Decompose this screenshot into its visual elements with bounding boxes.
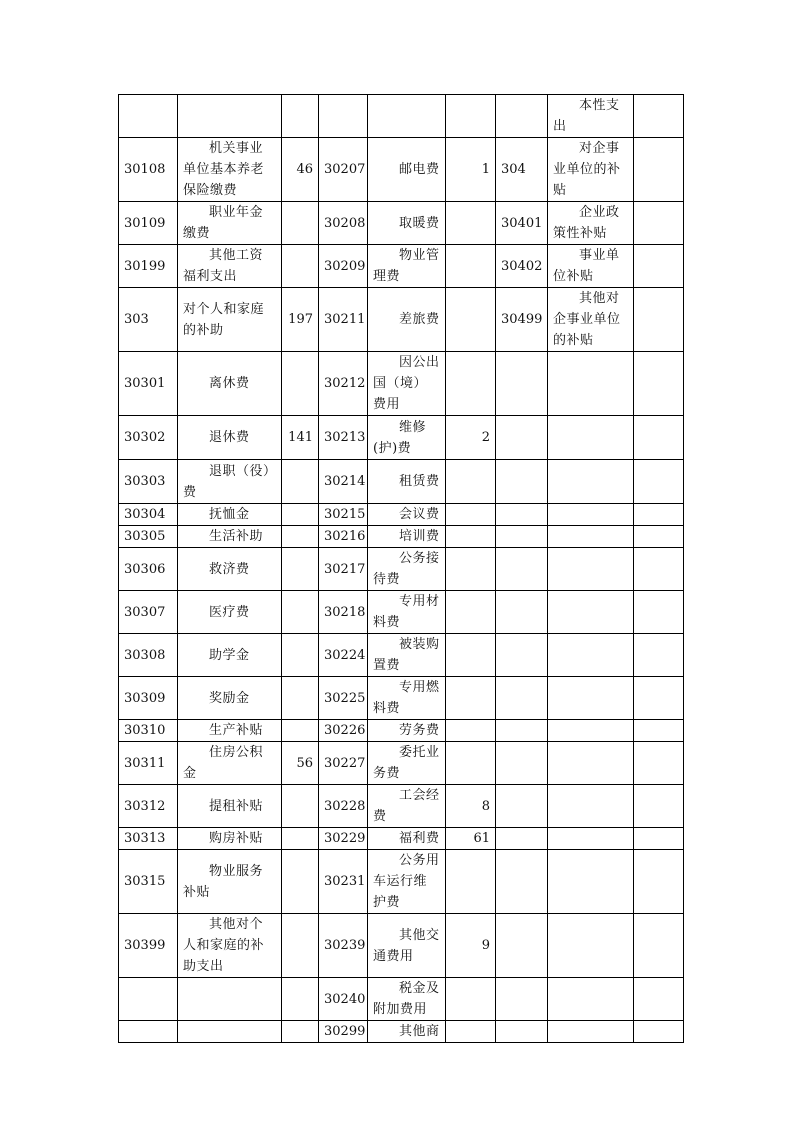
cell-amount-b: 9	[446, 914, 496, 978]
cell-amount-c	[634, 504, 684, 526]
table-row	[119, 850, 684, 914]
table-row	[119, 95, 684, 138]
table-row	[119, 785, 684, 828]
cell-amount-c	[634, 352, 684, 416]
cell-amount-c	[634, 95, 684, 138]
cell-amount-c	[634, 978, 684, 1021]
cell-name-a: 对个人和家庭的补助	[178, 288, 282, 352]
cell-amount-c	[634, 416, 684, 460]
table-row	[119, 352, 684, 416]
cell-name-c	[548, 504, 634, 526]
cell-amount-a	[282, 677, 319, 720]
cell-code-c: 30499	[496, 288, 548, 352]
table-row	[119, 245, 684, 288]
cell-name-a: 机关事业单位基本养老保险缴费	[178, 138, 282, 202]
cell-code-b: 30225	[319, 677, 368, 720]
cell-name-c	[548, 978, 634, 1021]
cell-code-b: 30208	[319, 202, 368, 245]
cell-code-b: 30231	[319, 850, 368, 914]
cell-code-b: 30209	[319, 245, 368, 288]
cell-name-a	[178, 1021, 282, 1043]
cell-name-c: 企业政策性补贴	[548, 202, 634, 245]
cell-name-a	[178, 978, 282, 1021]
cell-code-a: 30310	[119, 720, 178, 742]
cell-code-a: 30308	[119, 634, 178, 677]
cell-amount-a	[282, 634, 319, 677]
cell-amount-a: 141	[282, 416, 319, 460]
cell-amount-b	[446, 1021, 496, 1043]
cell-name-a: 生活补助	[178, 526, 282, 548]
cell-amount-b	[446, 850, 496, 914]
cell-amount-a: 197	[282, 288, 319, 352]
cell-amount-c	[634, 677, 684, 720]
cell-amount-b	[446, 634, 496, 677]
cell-code-a: 30304	[119, 504, 178, 526]
cell-amount-c	[634, 288, 684, 352]
cell-name-b: 委托业务费	[368, 742, 446, 785]
cell-amount-b	[446, 978, 496, 1021]
cell-name-b: 培训费	[368, 526, 446, 548]
cell-code-b: 30213	[319, 416, 368, 460]
cell-name-c: 其他对企事业单位的补贴	[548, 288, 634, 352]
cell-code-a: 30307	[119, 591, 178, 634]
cell-name-c	[548, 416, 634, 460]
cell-amount-b	[446, 95, 496, 138]
cell-name-a: 住房公积金	[178, 742, 282, 785]
cell-amount-c	[634, 1021, 684, 1043]
table-row	[119, 202, 684, 245]
cell-amount-a: 46	[282, 138, 319, 202]
cell-amount-c	[634, 460, 684, 504]
cell-name-b: 会议费	[368, 504, 446, 526]
cell-amount-c	[634, 548, 684, 591]
cell-name-a: 离休费	[178, 352, 282, 416]
cell-name-b: 其他商	[368, 1021, 446, 1043]
cell-name-a: 其他工资福利支出	[178, 245, 282, 288]
cell-name-c	[548, 548, 634, 591]
cell-amount-c	[634, 634, 684, 677]
cell-amount-c	[634, 526, 684, 548]
cell-code-c	[496, 460, 548, 504]
cell-amount-c	[634, 850, 684, 914]
cell-amount-a	[282, 828, 319, 850]
cell-code-b: 30299	[319, 1021, 368, 1043]
table-row	[119, 978, 684, 1021]
cell-name-a: 退职（役）费	[178, 460, 282, 504]
cell-code-b: 30215	[319, 504, 368, 526]
cell-code-a: 303	[119, 288, 178, 352]
cell-name-c	[548, 914, 634, 978]
cell-name-a: 退休费	[178, 416, 282, 460]
cell-code-c	[496, 742, 548, 785]
cell-code-c	[496, 978, 548, 1021]
cell-code-b: 30226	[319, 720, 368, 742]
cell-name-b: 其他交通费用	[368, 914, 446, 978]
table-row	[119, 416, 684, 460]
cell-code-b: 30240	[319, 978, 368, 1021]
cell-code-b: 30216	[319, 526, 368, 548]
table-row	[119, 634, 684, 677]
cell-name-b: 维修(护)费	[368, 416, 446, 460]
cell-name-a: 救济费	[178, 548, 282, 591]
cell-code-a: 30305	[119, 526, 178, 548]
cell-amount-b	[446, 677, 496, 720]
cell-name-c: 本性支出	[548, 95, 634, 138]
cell-code-c	[496, 785, 548, 828]
cell-name-a: 生产补贴	[178, 720, 282, 742]
table-row	[119, 526, 684, 548]
cell-amount-c	[634, 202, 684, 245]
cell-amount-a: 56	[282, 742, 319, 785]
cell-amount-c	[634, 245, 684, 288]
cell-code-c	[496, 914, 548, 978]
cell-name-b: 福利费	[368, 828, 446, 850]
cell-code-a: 30109	[119, 202, 178, 245]
table-row	[119, 591, 684, 634]
cell-amount-c	[634, 720, 684, 742]
cell-amount-a	[282, 460, 319, 504]
cell-amount-a	[282, 850, 319, 914]
cell-amount-a	[282, 591, 319, 634]
cell-amount-a	[282, 720, 319, 742]
cell-code-a: 30309	[119, 677, 178, 720]
cell-amount-a	[282, 914, 319, 978]
cell-code-c	[496, 95, 548, 138]
cell-code-a: 30303	[119, 460, 178, 504]
cell-code-c	[496, 526, 548, 548]
cell-name-b: 工会经费	[368, 785, 446, 828]
cell-code-c	[496, 1021, 548, 1043]
cell-amount-c	[634, 138, 684, 202]
table-row	[119, 720, 684, 742]
cell-name-b	[368, 95, 446, 138]
cell-name-c	[548, 720, 634, 742]
cell-code-a: 30312	[119, 785, 178, 828]
cell-code-c	[496, 720, 548, 742]
cell-name-b: 劳务费	[368, 720, 446, 742]
cell-amount-b	[446, 720, 496, 742]
cell-code-c	[496, 634, 548, 677]
cell-name-c	[548, 742, 634, 785]
cell-amount-b: 1	[446, 138, 496, 202]
cell-amount-b	[446, 591, 496, 634]
cell-code-c	[496, 548, 548, 591]
cell-name-c	[548, 677, 634, 720]
cell-name-c	[548, 460, 634, 504]
cell-code-b: 30218	[319, 591, 368, 634]
cell-name-b: 被装购置费	[368, 634, 446, 677]
table-row	[119, 460, 684, 504]
cell-code-c	[496, 504, 548, 526]
cell-code-b: 30239	[319, 914, 368, 978]
cell-code-b: 30214	[319, 460, 368, 504]
cell-name-a: 购房补贴	[178, 828, 282, 850]
cell-amount-c	[634, 742, 684, 785]
cell-name-c: 对企事业单位的补贴	[548, 138, 634, 202]
cell-amount-a	[282, 548, 319, 591]
cell-code-a: 30313	[119, 828, 178, 850]
cell-name-c	[548, 828, 634, 850]
cell-code-b	[319, 95, 368, 138]
cell-code-b: 30228	[319, 785, 368, 828]
cell-amount-a	[282, 526, 319, 548]
cell-code-b: 30217	[319, 548, 368, 591]
table-row	[119, 288, 684, 352]
cell-name-c	[548, 1021, 634, 1043]
cell-amount-b	[446, 288, 496, 352]
cell-amount-b	[446, 742, 496, 785]
cell-code-c	[496, 352, 548, 416]
cell-name-a	[178, 95, 282, 138]
table-row	[119, 504, 684, 526]
cell-name-a: 助学金	[178, 634, 282, 677]
cell-name-a: 提租补贴	[178, 785, 282, 828]
table-row	[119, 1021, 684, 1043]
cell-code-c	[496, 677, 548, 720]
cell-amount-a	[282, 785, 319, 828]
cell-name-a: 抚恤金	[178, 504, 282, 526]
cell-amount-c	[634, 828, 684, 850]
cell-code-a: 30315	[119, 850, 178, 914]
cell-name-c	[548, 634, 634, 677]
cell-name-b: 公务用车运行维护费	[368, 850, 446, 914]
table-row	[119, 828, 684, 850]
cell-amount-c	[634, 785, 684, 828]
cell-code-a	[119, 978, 178, 1021]
cell-name-b: 物业管理费	[368, 245, 446, 288]
cell-amount-b	[446, 504, 496, 526]
cell-name-b: 公务接待费	[368, 548, 446, 591]
cell-code-c	[496, 591, 548, 634]
table-row	[119, 914, 684, 978]
cell-name-c	[548, 850, 634, 914]
cell-code-a: 30399	[119, 914, 178, 978]
cell-name-c	[548, 591, 634, 634]
cell-code-c: 30402	[496, 245, 548, 288]
table-row	[119, 548, 684, 591]
cell-amount-b	[446, 202, 496, 245]
cell-code-c	[496, 850, 548, 914]
cell-code-b: 30207	[319, 138, 368, 202]
cell-name-c: 事业单位补贴	[548, 245, 634, 288]
cell-amount-c	[634, 914, 684, 978]
cell-name-b: 专用材料费	[368, 591, 446, 634]
cell-amount-c	[634, 591, 684, 634]
cell-amount-b	[446, 526, 496, 548]
cell-name-a: 医疗费	[178, 591, 282, 634]
cell-name-b: 租赁费	[368, 460, 446, 504]
table-row	[119, 742, 684, 785]
cell-name-b: 专用燃料费	[368, 677, 446, 720]
cell-amount-b	[446, 245, 496, 288]
cell-name-a: 物业服务补贴	[178, 850, 282, 914]
cell-amount-a	[282, 504, 319, 526]
cell-name-c	[548, 352, 634, 416]
cell-amount-a	[282, 245, 319, 288]
cell-code-c	[496, 828, 548, 850]
cell-code-b: 30227	[319, 742, 368, 785]
cell-name-b: 因公出国（境）费用	[368, 352, 446, 416]
expenditure-table	[118, 94, 684, 1043]
cell-amount-b	[446, 352, 496, 416]
cell-code-a: 30311	[119, 742, 178, 785]
cell-code-a: 30301	[119, 352, 178, 416]
cell-amount-a	[282, 352, 319, 416]
cell-code-a: 30199	[119, 245, 178, 288]
cell-name-b: 邮电费	[368, 138, 446, 202]
cell-code-b: 30224	[319, 634, 368, 677]
cell-code-b: 30229	[319, 828, 368, 850]
cell-name-b: 税金及附加费用	[368, 978, 446, 1021]
cell-amount-b: 61	[446, 828, 496, 850]
cell-amount-b: 8	[446, 785, 496, 828]
cell-amount-b	[446, 548, 496, 591]
cell-code-a: 30306	[119, 548, 178, 591]
cell-name-a: 其他对个人和家庭的补助支出	[178, 914, 282, 978]
cell-code-a: 30108	[119, 138, 178, 202]
table-row	[119, 677, 684, 720]
cell-amount-b: 2	[446, 416, 496, 460]
cell-code-c: 30401	[496, 202, 548, 245]
cell-amount-b	[446, 460, 496, 504]
table-body	[119, 95, 684, 1043]
table-row	[119, 138, 684, 202]
cell-name-c	[548, 785, 634, 828]
cell-code-a	[119, 1021, 178, 1043]
cell-name-b: 差旅费	[368, 288, 446, 352]
cell-code-b: 30211	[319, 288, 368, 352]
cell-name-a: 奖励金	[178, 677, 282, 720]
cell-code-a	[119, 95, 178, 138]
cell-code-a: 30302	[119, 416, 178, 460]
cell-amount-a	[282, 978, 319, 1021]
cell-amount-a	[282, 1021, 319, 1043]
cell-name-c	[548, 526, 634, 548]
cell-name-a: 职业年金缴费	[178, 202, 282, 245]
cell-amount-a	[282, 95, 319, 138]
cell-amount-a	[282, 202, 319, 245]
cell-code-b: 30212	[319, 352, 368, 416]
cell-code-c	[496, 416, 548, 460]
cell-name-b: 取暖费	[368, 202, 446, 245]
cell-code-c: 304	[496, 138, 548, 202]
